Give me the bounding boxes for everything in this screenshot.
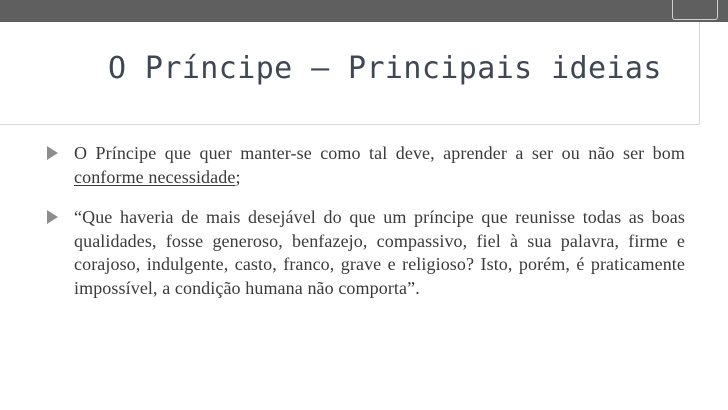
bullet-text-end: ; xyxy=(235,166,241,187)
slide-body xyxy=(47,142,685,300)
bullet-item xyxy=(47,206,685,300)
bullet-text: “Que haveria de mais desejável do que um príncipe que reunisse todas as boas qualidades, fosse generoso, benfazejo, compassivo, fiel à sua palavra, firme e corajoso, indulgente, casto, franco, grave e religioso? Isto, porém, é praticamente impossível, a condição humana não comporta”. xyxy=(74,207,685,298)
bullet-text: O Príncipe que quer manter-se como tal deve, aprender a ser ou não ser bom xyxy=(74,143,685,163)
arrow-bullet-icon xyxy=(47,146,58,160)
slide-title: O Príncipe – Principais ideias xyxy=(108,51,662,86)
slide-tab-notch xyxy=(672,0,718,20)
bullet-item xyxy=(47,142,685,189)
arrow-bullet-icon xyxy=(47,210,58,224)
slide-top-bar xyxy=(0,0,728,22)
bullet-underlined-text: conforme necessidade xyxy=(74,166,236,187)
